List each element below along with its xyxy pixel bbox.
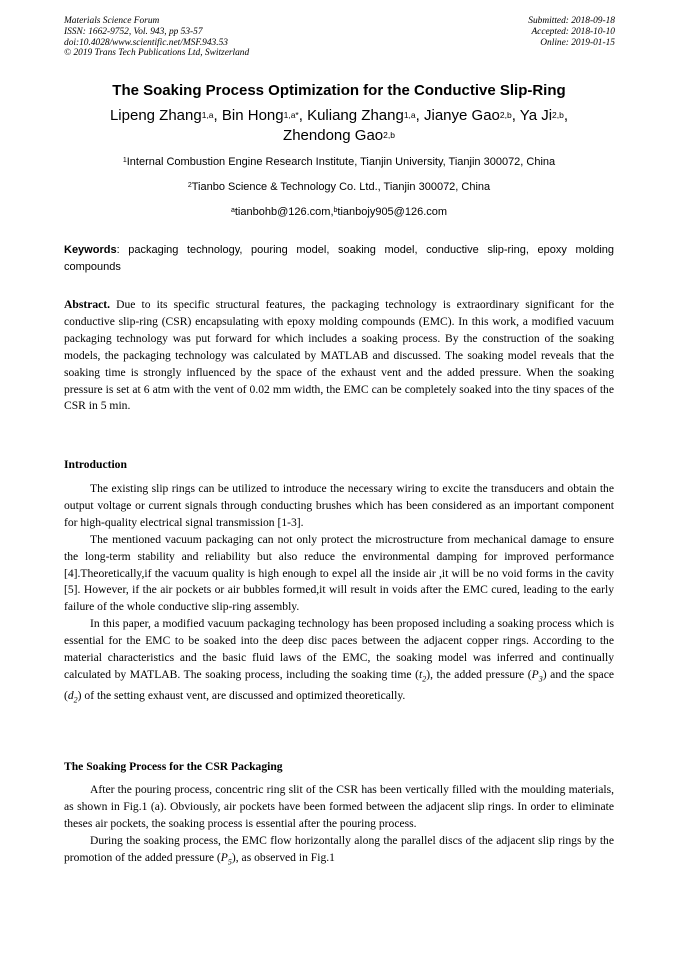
- accepted-date: Accepted: 2018-10-10: [531, 26, 615, 37]
- paragraph: After the pouring process, concentric ring slit of the CSR has been vertically filled with the moulding materials, as shown in Fig.1 (a). Obviously, air pockets have been formed between the adjacent slip rings. In order to eliminate theses air pockets, the soaking process is essential after the pouring process.: [64, 783, 614, 830]
- author: Bin Hong$^{1,a*}$,: [221, 107, 308, 124]
- author-list: [60, 106, 618, 146]
- issn: ISSN: 1662-9752, Vol. 943, pp 53-57: [64, 26, 203, 37]
- online-date: Online: 2019-01-15: [540, 37, 615, 48]
- keywords-label: Keywords: [64, 244, 117, 256]
- section-heading-soaking-process: The Soaking Process for the CSR Packaging: [64, 760, 283, 773]
- abstract-text: Due to its specific structural features, the packaging technology is extraordinary significant for the conductive slip-ring (CSR) encapsulating with epoxy molding compounds (EMC). In this work, a modified vacuum packaging technology was put forward for which includes a soaking process. By the construction of the soaking models, the packaging technology was calculated by MATLAB and discussed. The soaking model reveals that the soaking time is strongly influenced by the space of the exhaust vent and the added pressure. When the soaking pressure is set at 6 atm with the vent of 0.02 mm width, the EMC can be completely soaked into the tiny spaces of the CSR in 5 min.: [64, 298, 614, 413]
- paper-title: The Soaking Process Optimization for the Conductive Slip-Ring: [112, 82, 566, 99]
- abstract-label: Abstract.: [64, 298, 111, 311]
- author: Jianye Gao$^{2,b}$,: [424, 107, 520, 124]
- abstract: [64, 297, 614, 415]
- doi: doi:10.4028/www.scientific.net/MSF.943.53: [64, 37, 228, 48]
- author-emails: $^a$tianbohb@126.com,$^b$tianbojy905@126.com: [230, 206, 448, 218]
- soaking-process-body: [64, 782, 614, 871]
- author: Lipeng Zhang$^{1,a}$,: [109, 107, 222, 124]
- affiliation-2: $^2$Tianbo Science & Technology Co. Ltd., Tianjin 300072, China: [187, 181, 491, 193]
- paragraph: In this paper, a modified vacuum packaging technology has been proposed including a soaking process which is essential for the EMC to be soaked into the deep disc paces between the adjacent copper rings. According to the material characteristics and the basic fluid laws of the EMC, the soaking model was inferred and continually calculated by MATLAB. The soaking process, including the soaking time $(t_2)$, the added pressure $(P_3)$ and the space $(d_2)$ of the setting exhaust vent, are discussed and optimized theoretically.: [64, 617, 614, 705]
- submitted-date: Submitted: 2018-09-18: [528, 16, 615, 26]
- affiliation-1: $^1$Internal Combustion Engine Research Institute, Tianjin University, Tianjin 300072, China: [122, 156, 556, 168]
- journal-info: [64, 16, 249, 59]
- keywords: [64, 242, 614, 275]
- author: Zhendong Gao$^{2,b}$: [283, 127, 395, 144]
- keywords-text: : packaging technology, pouring model, soaking model, conductive slip-ring, epoxy molding compounds: [64, 244, 614, 273]
- section-heading-introduction: Introduction: [64, 458, 127, 471]
- publication-dates: [528, 16, 615, 48]
- author: Kuliang Zhang$^{1,a}$,: [307, 107, 424, 124]
- copyright: © 2019 Trans Tech Publications Ltd, Switzerland: [64, 48, 250, 59]
- introduction-body: [64, 481, 614, 709]
- journal-name: Materials Science Forum: [64, 16, 160, 26]
- paragraph: During the soaking process, the EMC flow horizontally along the parallel discs of the adjacent slip rings by the promotion of the added pressure $(P_5)$, as observed in Fig.1: [64, 833, 614, 866]
- paragraph: The mentioned vacuum packaging can not only protect the microstructure from mechanical damage to ensure the long-term stability and reliability but also reduce the environmental damping for improved performance [4].Theoretically,if the vacuum quality is high enough to expel all the inside air ,it will be no void forms in the cavity [5]. However, if the air pockets or air bubbles formed,it will result in voids after the EMC cured, leading to the early failure of the whole conductive slip-ring assembly.: [64, 532, 614, 614]
- author: Ya Ji$^{2,b}$,: [519, 107, 569, 124]
- paragraph: The existing slip rings can be utilized to introduce the necessary wiring to excite the transducers and obtain the output voltage or current signals through conducting brushes which has been considered as an important component for high-quality electrical signal transmission [1-3].: [64, 482, 614, 529]
